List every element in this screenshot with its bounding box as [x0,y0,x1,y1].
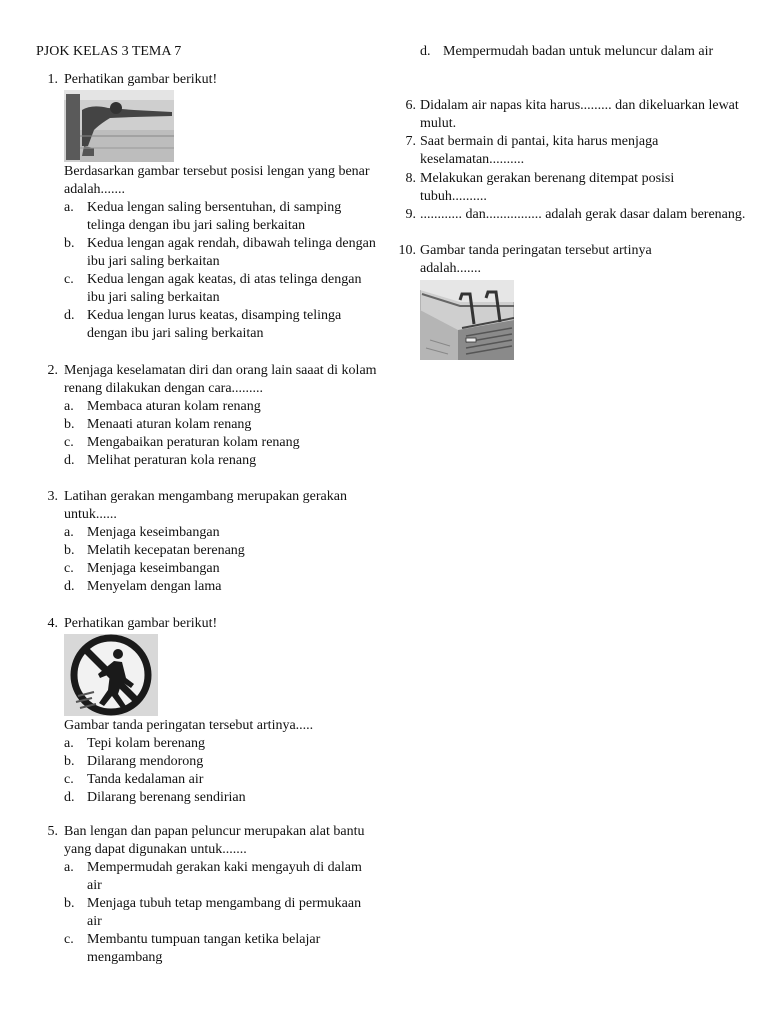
question-number: 2. [47,363,58,378]
option-letter: b. [64,543,75,558]
option-text: Kedua lengan agak keatas, di atas telinga dengan ibu jari saling berkaitan [87,272,362,305]
question-stem: Ban lengan dan papan peluncur merupakan alat bantu yang dapat digunakan untuk....... [64,824,365,857]
question-stem: Gambar tanda peringatan tersebut artinya..... [64,718,314,733]
option-a [64,398,379,416]
question-number: 8. [405,171,416,186]
option-text: Dilarang berenang sendirian [87,790,246,805]
option-letter: a. [64,860,74,875]
option-text: Menaati aturan kolam renang [87,417,252,432]
option-c [64,560,384,578]
option-letter: c. [64,435,74,450]
option-d [64,578,384,596]
no-pushing-sign-image [64,634,158,716]
question-number: 10. [398,243,416,258]
option-b [64,235,379,271]
page-title: PJOK KELAS 3 TEMA 7 [36,44,182,59]
question-intro: Perhatikan gambar berikut! [64,72,218,87]
option-text: Mempermudah badan untuk meluncur dalam air [443,44,714,59]
option-letter: d. [420,44,431,59]
option-letter: c. [64,561,74,576]
option-text: Menjaga tubuh tetap mengambang di permukaan air [87,896,362,929]
option-b [64,416,379,434]
option-text: Dilarang mendorong [87,754,204,769]
swimmer-illustration [64,90,174,162]
option-text: Tepi kolam berenang [87,736,205,751]
question-stem: ............ dan................ adalah gerak dasar dalam berenang. [420,207,746,222]
question-number: 3. [47,489,58,504]
option-letter: b. [64,754,75,769]
pool-ladder-icon [420,280,514,360]
option-d [64,307,379,343]
question-number: 6. [405,98,416,113]
question-stem: Latihan gerakan mengambang merupakan gerakan untuk...... [64,489,347,522]
question-stem: Didalam air napas kita harus......... dan dikeluarkan lewat mulut. [420,98,739,131]
question-number: 5. [47,824,58,839]
option-a [64,859,374,895]
option-letter: d. [64,308,75,323]
option-a [64,524,384,542]
option-letter: c. [64,932,74,947]
prohibition-sign-icon [64,634,158,716]
question-stem: Berdasarkan gambar tersebut posisi lengan yang benar adalah....... [64,164,370,197]
option-d [64,452,379,470]
option-letter: b. [64,896,75,911]
option-a [64,199,379,235]
question-number: 7. [405,134,416,149]
option-b [64,753,379,771]
option-letter: a. [64,399,74,414]
question-number: 9. [405,207,416,222]
option-text: Menjaga keseimbangan [87,561,220,576]
option-letter: a. [64,200,74,215]
option-c [64,771,379,789]
option-a [64,735,379,753]
option-c [64,271,379,307]
question-stem: Melakukan gerakan berenang ditempat posisi tubuh.......... [420,171,675,204]
option-text: Mempermudah gerakan kaki mengayuh di dalam air [87,860,362,893]
option-letter: c. [64,272,74,287]
option-text: Melihat peraturan kola renang [87,453,257,468]
option-text: Tanda kedalaman air [87,772,204,787]
option-letter: d. [64,790,75,805]
option-text: Menjaga keseimbangan [87,525,220,540]
option-d [420,43,755,61]
option-letter: d. [64,579,75,594]
option-text: Membantu tumpuan tangan ketika belajar mengambang [87,932,321,965]
question-5-continued [420,43,760,61]
option-letter: b. [64,236,75,251]
option-c [64,434,379,452]
question-stem: Saat bermain di pantai, kita harus menjaga keselamatan.......... [420,134,659,167]
option-b [64,895,374,931]
swimmer-arm-position-image [64,90,174,162]
option-letter: c. [64,772,74,787]
option-text: Kedua lengan lurus keatas, disamping telinga dengan ibu jari saling berkaitan [87,308,342,341]
option-text: Kedua lengan saling bersentuhan, di samping telinga dengan ibu jari saling berkaitan [87,200,342,233]
option-letter: d. [64,453,75,468]
option-text: Membaca aturan kolam renang [87,399,261,414]
pool-ladder-sign-image [420,280,514,360]
option-d [64,789,379,807]
question-stem: Menjaga keselamatan diri dan orang lain saaat di kolam renang dilakukan dengan cara......... [64,363,377,396]
question-intro: Perhatikan gambar berikut! [64,616,218,631]
option-c [64,931,374,967]
question-stem: Gambar tanda peringatan tersebut artinya adalah....... [420,243,652,276]
option-text: Kedua lengan agak rendah, dibawah telinga dengan ibu jari saling berkaitan [87,236,376,269]
option-text: Mengabaikan peraturan kolam renang [87,435,300,450]
question-number: 1. [47,72,58,87]
option-letter: a. [64,736,74,751]
option-text: Melatih kecepatan berenang [87,543,245,558]
option-letter: a. [64,525,74,540]
option-letter: b. [64,417,75,432]
question-number: 4. [47,616,58,631]
option-text: Menyelam dengan lama [87,579,222,594]
option-b [64,542,384,560]
